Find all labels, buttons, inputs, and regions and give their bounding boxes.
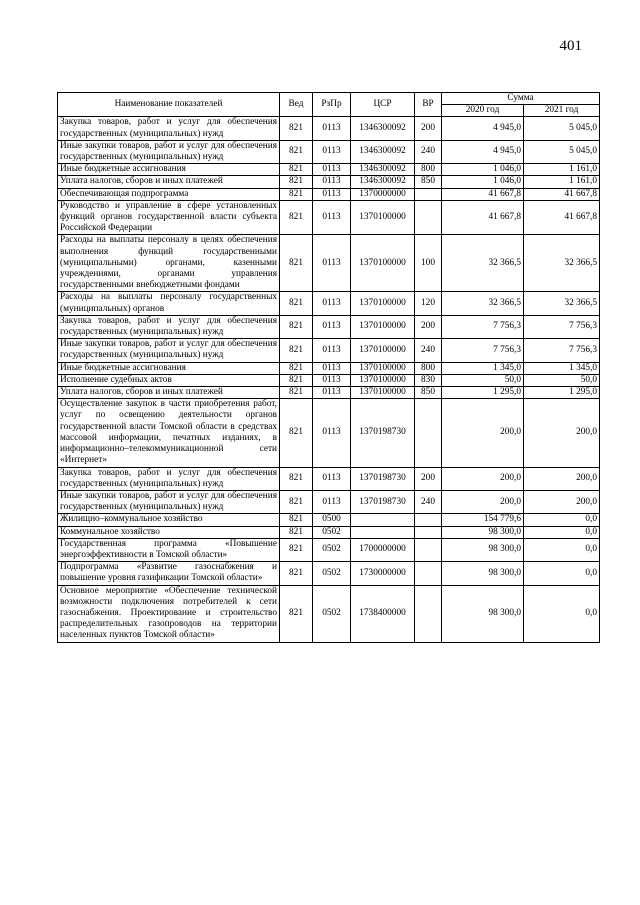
cell-name: Иные закупки товаров, работ и услуг для обеспечения государственных (муниципальных) нужд — [58, 140, 280, 163]
cell-csr — [351, 514, 415, 526]
cell-vr — [415, 188, 442, 200]
cell-rzpr: 0113 — [313, 140, 351, 163]
cell-ved: 821 — [280, 200, 313, 235]
cell-ved: 821 — [280, 339, 313, 362]
cell-ved: 821 — [280, 362, 313, 374]
cell-vr: 850 — [415, 176, 442, 188]
cell-vr — [415, 585, 442, 642]
cell-vr — [415, 562, 442, 585]
table-row — [58, 176, 600, 188]
cell-vr — [415, 526, 442, 538]
cell-sum-2020: 1 295,0 — [442, 387, 524, 399]
cell-sum-2020: 154 779,6 — [442, 514, 524, 526]
table-row — [58, 200, 600, 235]
cell-rzpr: 0502 — [313, 538, 351, 561]
table-row — [58, 538, 600, 561]
cell-rzpr: 0113 — [313, 399, 351, 467]
cell-ved: 821 — [280, 176, 313, 188]
cell-vr: 830 — [415, 374, 442, 386]
cell-csr: 1370198730 — [351, 490, 415, 513]
cell-vr: 100 — [415, 235, 442, 292]
cell-rzpr: 0113 — [313, 362, 351, 374]
cell-name: Иные бюджетные ассигнования — [58, 164, 280, 176]
table-row — [58, 292, 600, 315]
cell-vr: 240 — [415, 140, 442, 163]
cell-csr: 1370198730 — [351, 399, 415, 467]
cell-rzpr: 0113 — [313, 188, 351, 200]
cell-vr: 200 — [415, 117, 442, 140]
cell-rzpr: 0113 — [313, 374, 351, 386]
cell-csr: 1346300092 — [351, 117, 415, 140]
cell-sum-2021: 7 756,3 — [524, 315, 600, 338]
cell-name: Руководство и управление в сфере установленных функций органов государственной власти субъекта Российской Федерации — [58, 200, 280, 235]
table-row — [58, 387, 600, 399]
cell-csr: 1370100000 — [351, 374, 415, 386]
cell-ved: 821 — [280, 585, 313, 642]
cell-rzpr: 0502 — [313, 526, 351, 538]
cell-sum-2020: 200,0 — [442, 467, 524, 490]
cell-ved: 821 — [280, 467, 313, 490]
cell-vr: 240 — [415, 490, 442, 513]
cell-csr: 1370100000 — [351, 292, 415, 315]
budget-table — [57, 92, 600, 643]
table-row — [58, 117, 600, 140]
cell-sum-2021: 1 295,0 — [524, 387, 600, 399]
cell-csr: 1738400000 — [351, 585, 415, 642]
cell-csr: 1370100000 — [351, 235, 415, 292]
cell-name: Государственная программа «Повышение энергоэффективности в Томской области» — [58, 538, 280, 561]
cell-name: Иные бюджетные ассигнования — [58, 362, 280, 374]
cell-name: Осуществление закупок в части приобретения работ, услуг по освещению деятельности органов государственной власти Томской области в средствах массовой информации, печатных изданиях, в информационно–телекоммуникационной сети «Интернет» — [58, 399, 280, 467]
table-row — [58, 399, 600, 467]
cell-name: Уплата налогов, сборов и иных платежей — [58, 387, 280, 399]
cell-ved: 821 — [280, 292, 313, 315]
cell-sum-2021: 32 366,5 — [524, 235, 600, 292]
cell-name: Расходы на выплаты персоналу государственных (муниципальных) органов — [58, 292, 280, 315]
table-header — [58, 93, 600, 117]
cell-name: Закупка товаров, работ и услуг для обеспечения государственных (муниципальных) нужд — [58, 467, 280, 490]
cell-ved: 821 — [280, 538, 313, 561]
cell-sum-2020: 200,0 — [442, 399, 524, 467]
table-row — [58, 188, 600, 200]
cell-rzpr: 0502 — [313, 585, 351, 642]
cell-sum-2021: 200,0 — [524, 467, 600, 490]
cell-sum-2021: 0,0 — [524, 585, 600, 642]
cell-csr: 1370000000 — [351, 188, 415, 200]
cell-name: Жилищно–коммунальное хозяйство — [58, 514, 280, 526]
cell-rzpr: 0113 — [313, 467, 351, 490]
cell-sum-2020: 7 756,3 — [442, 315, 524, 338]
cell-rzpr: 0113 — [313, 117, 351, 140]
cell-sum-2020: 1 046,0 — [442, 164, 524, 176]
table-row — [58, 526, 600, 538]
cell-ved: 821 — [280, 235, 313, 292]
cell-sum-2021: 32 366,5 — [524, 292, 600, 315]
header-year-2021: 2021 год — [524, 105, 600, 117]
cell-sum-2021: 0,0 — [524, 526, 600, 538]
cell-sum-2021: 0,0 — [524, 538, 600, 561]
cell-sum-2020: 4 945,0 — [442, 117, 524, 140]
cell-sum-2020: 41 667,8 — [442, 188, 524, 200]
cell-name: Обеспечивающая подпрограмма — [58, 188, 280, 200]
cell-ved: 821 — [280, 387, 313, 399]
header-vr: ВР — [415, 93, 442, 117]
cell-ved: 821 — [280, 188, 313, 200]
header-ved: Вед — [280, 93, 313, 117]
cell-rzpr: 0113 — [313, 315, 351, 338]
cell-vr: 800 — [415, 362, 442, 374]
cell-sum-2020: 98 300,0 — [442, 538, 524, 561]
cell-sum-2020: 32 366,5 — [442, 292, 524, 315]
cell-sum-2021: 0,0 — [524, 562, 600, 585]
cell-csr: 1346300092 — [351, 140, 415, 163]
header-name: Наименование показателей — [58, 93, 280, 117]
cell-vr: 200 — [415, 315, 442, 338]
cell-name: Коммунальное хозяйство — [58, 526, 280, 538]
cell-sum-2021: 41 667,8 — [524, 200, 600, 235]
cell-csr: 1730000000 — [351, 562, 415, 585]
cell-name: Подпрограмма «Развитие газоснабжения и повышение уровня газификации Томской области» — [58, 562, 280, 585]
cell-sum-2020: 200,0 — [442, 490, 524, 513]
cell-csr — [351, 526, 415, 538]
page-number: 401 — [559, 38, 582, 54]
table-row — [58, 467, 600, 490]
cell-ved: 821 — [280, 562, 313, 585]
cell-rzpr: 0113 — [313, 235, 351, 292]
table-row — [58, 362, 600, 374]
cell-name: Основное мероприятие «Обеспечение технической возможности подключения потребителей к сети газоснабжения. Проектирование и строительство распределительных газопроводов на территории населенных пунктов Томской области» — [58, 585, 280, 642]
cell-sum-2020: 4 945,0 — [442, 140, 524, 163]
cell-sum-2021: 41 667,8 — [524, 188, 600, 200]
cell-sum-2020: 98 300,0 — [442, 562, 524, 585]
cell-csr: 1370100000 — [351, 315, 415, 338]
cell-csr: 1370198730 — [351, 467, 415, 490]
header-sum: Сумма — [442, 93, 600, 105]
cell-rzpr: 0113 — [313, 490, 351, 513]
cell-csr: 1370100000 — [351, 339, 415, 362]
cell-ved: 821 — [280, 117, 313, 140]
cell-vr: 800 — [415, 164, 442, 176]
cell-rzpr: 0500 — [313, 514, 351, 526]
cell-ved: 821 — [280, 514, 313, 526]
cell-sum-2020: 98 300,0 — [442, 526, 524, 538]
table-row — [58, 235, 600, 292]
cell-ved: 821 — [280, 140, 313, 163]
header-rzpr: РзПр — [313, 93, 351, 117]
cell-ved: 821 — [280, 490, 313, 513]
table-row — [58, 585, 600, 642]
cell-csr: 1370100000 — [351, 387, 415, 399]
header-csr: ЦСР — [351, 93, 415, 117]
cell-rzpr: 0113 — [313, 292, 351, 315]
cell-csr: 1346300092 — [351, 164, 415, 176]
cell-vr — [415, 399, 442, 467]
cell-rzpr: 0113 — [313, 387, 351, 399]
cell-sum-2021: 1 161,0 — [524, 164, 600, 176]
cell-sum-2021: 5 045,0 — [524, 117, 600, 140]
cell-sum-2020: 41 667,8 — [442, 200, 524, 235]
cell-sum-2020: 1 345,0 — [442, 362, 524, 374]
table-row — [58, 140, 600, 163]
table-body — [58, 117, 600, 642]
cell-rzpr: 0113 — [313, 339, 351, 362]
cell-csr: 1370100000 — [351, 200, 415, 235]
cell-csr: 1700000000 — [351, 538, 415, 561]
table-row — [58, 562, 600, 585]
cell-vr: 240 — [415, 339, 442, 362]
cell-sum-2021: 0,0 — [524, 514, 600, 526]
cell-sum-2021: 200,0 — [524, 399, 600, 467]
cell-vr — [415, 538, 442, 561]
cell-sum-2020: 98 300,0 — [442, 585, 524, 642]
cell-name: Уплата налогов, сборов и иных платежей — [58, 176, 280, 188]
cell-sum-2020: 32 366,5 — [442, 235, 524, 292]
cell-csr: 1346300092 — [351, 176, 415, 188]
cell-ved: 821 — [280, 374, 313, 386]
cell-rzpr: 0113 — [313, 164, 351, 176]
cell-ved: 821 — [280, 399, 313, 467]
cell-name: Иные закупки товаров, работ и услуг для обеспечения государственных (муниципальных) нужд — [58, 339, 280, 362]
cell-sum-2020: 7 756,3 — [442, 339, 524, 362]
cell-sum-2021: 200,0 — [524, 490, 600, 513]
cell-sum-2021: 50,0 — [524, 374, 600, 386]
table-row — [58, 490, 600, 513]
cell-rzpr: 0502 — [313, 562, 351, 585]
cell-csr: 1370100000 — [351, 362, 415, 374]
cell-rzpr: 0113 — [313, 176, 351, 188]
cell-name: Закупка товаров, работ и услуг для обеспечения государственных (муниципальных) нужд — [58, 315, 280, 338]
cell-ved: 821 — [280, 164, 313, 176]
cell-ved: 821 — [280, 315, 313, 338]
cell-sum-2020: 1 046,0 — [442, 176, 524, 188]
table-row — [58, 374, 600, 386]
table-row — [58, 339, 600, 362]
cell-ved: 821 — [280, 526, 313, 538]
cell-name: Исполнение судебных актов — [58, 374, 280, 386]
table-row — [58, 164, 600, 176]
table-row — [58, 315, 600, 338]
cell-rzpr: 0113 — [313, 200, 351, 235]
cell-name: Закупка товаров, работ и услуг для обеспечения государственных (муниципальных) нужд — [58, 117, 280, 140]
cell-vr: 200 — [415, 467, 442, 490]
cell-vr: 120 — [415, 292, 442, 315]
cell-vr — [415, 514, 442, 526]
cell-sum-2021: 1 345,0 — [524, 362, 600, 374]
cell-sum-2021: 7 756,3 — [524, 339, 600, 362]
cell-sum-2021: 5 045,0 — [524, 140, 600, 163]
header-year-2020: 2020 год — [442, 105, 524, 117]
cell-sum-2021: 1 161,0 — [524, 176, 600, 188]
cell-sum-2020: 50,0 — [442, 374, 524, 386]
cell-vr: 850 — [415, 387, 442, 399]
cell-name: Иные закупки товаров, работ и услуг для обеспечения государственных (муниципальных) нужд — [58, 490, 280, 513]
table-row — [58, 514, 600, 526]
cell-name: Расходы на выплаты персоналу в целях обеспечения выполнения функций государственными (муниципальными) органами, казенными учреждениями, органами управления государственными внебюджетными фондами — [58, 235, 280, 292]
cell-vr — [415, 200, 442, 235]
